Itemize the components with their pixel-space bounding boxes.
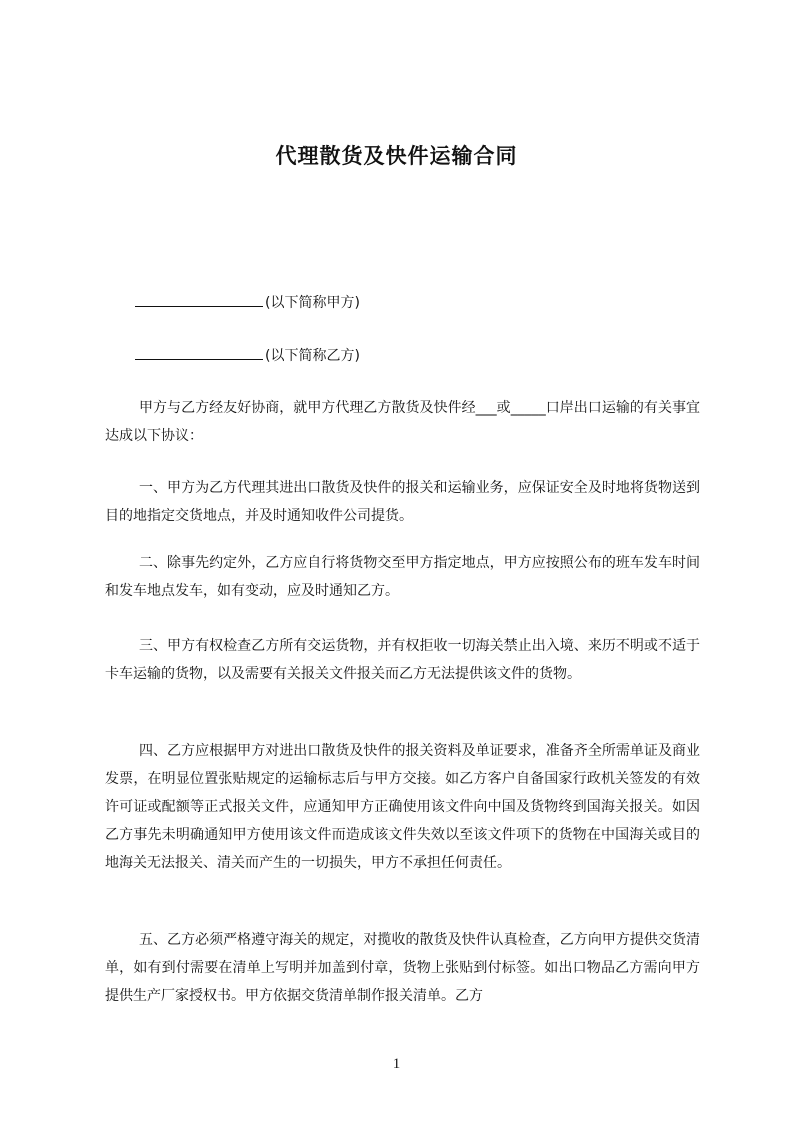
clause-3: 三、甲方有权检查乙方所有交运货物，并有权拒收一切海关禁止出入境、来历不明或不适于卡车运输的货物，以及需要有关报关文件报关而乙方无法提供该文件的货物。 [105, 638, 700, 682]
intro-paragraph: 甲方与乙方经友好协商，就甲方代理乙方散货及快件经___或_____口岸出口运输的有关事宜达成以下协议： [105, 400, 700, 444]
clause-5: 五、乙方必须严格遵守海关的规定，对揽收的散货及快件认真检查，乙方向甲方提供交货清单，如有到付需要在清单上写明并加盖到付章，货物上张贴到付标签。如出口物品乙方需向甲方提供生产厂家授权书。甲方依据交货清单制作报关清单。乙方 [105, 932, 700, 1004]
party-b-line [135, 344, 360, 366]
party-b-blank [135, 344, 263, 360]
party-a-label: (以下简称甲方) [265, 295, 360, 311]
document-title: 代理散货及快件运输合同 [275, 144, 518, 168]
party-a-line [135, 291, 360, 313]
clause-4: 四、乙方应根据甲方对进出口散货及快件的报关资料及单证要求，准备齐全所需单证及商业发票，在明显位置张贴规定的运输标志后与甲方交接。如乙方客户自备国家行政机关签发的有效许可证或配额等正式报关文件，应通知甲方正确使用该文件向中国及货物终到国海关报关。如因乙方事先未明确通知甲方使用该文件而造成该文件失效以至该文件项下的货物在中国海关或目的地海关无法报关、清关而产生的一切损失，甲方不承担任何责任。 [105, 743, 700, 871]
page-number: 1 [392, 1056, 401, 1072]
party-b-label: (以下简称乙方) [265, 348, 360, 364]
clause-1: 一、甲方为乙方代理其进出口散货及快件的报关和运输业务，应保证安全及时地将货物送到目的地指定交货地点，并及时通知收件公司提货。 [105, 480, 700, 524]
party-a-blank [135, 291, 263, 307]
clause-2: 二、除事先约定外，乙方应自行将货物交至甲方指定地点，甲方应按照公布的班车发车时间和发车地点发车，如有变动，应及时通知乙方。 [105, 555, 700, 599]
